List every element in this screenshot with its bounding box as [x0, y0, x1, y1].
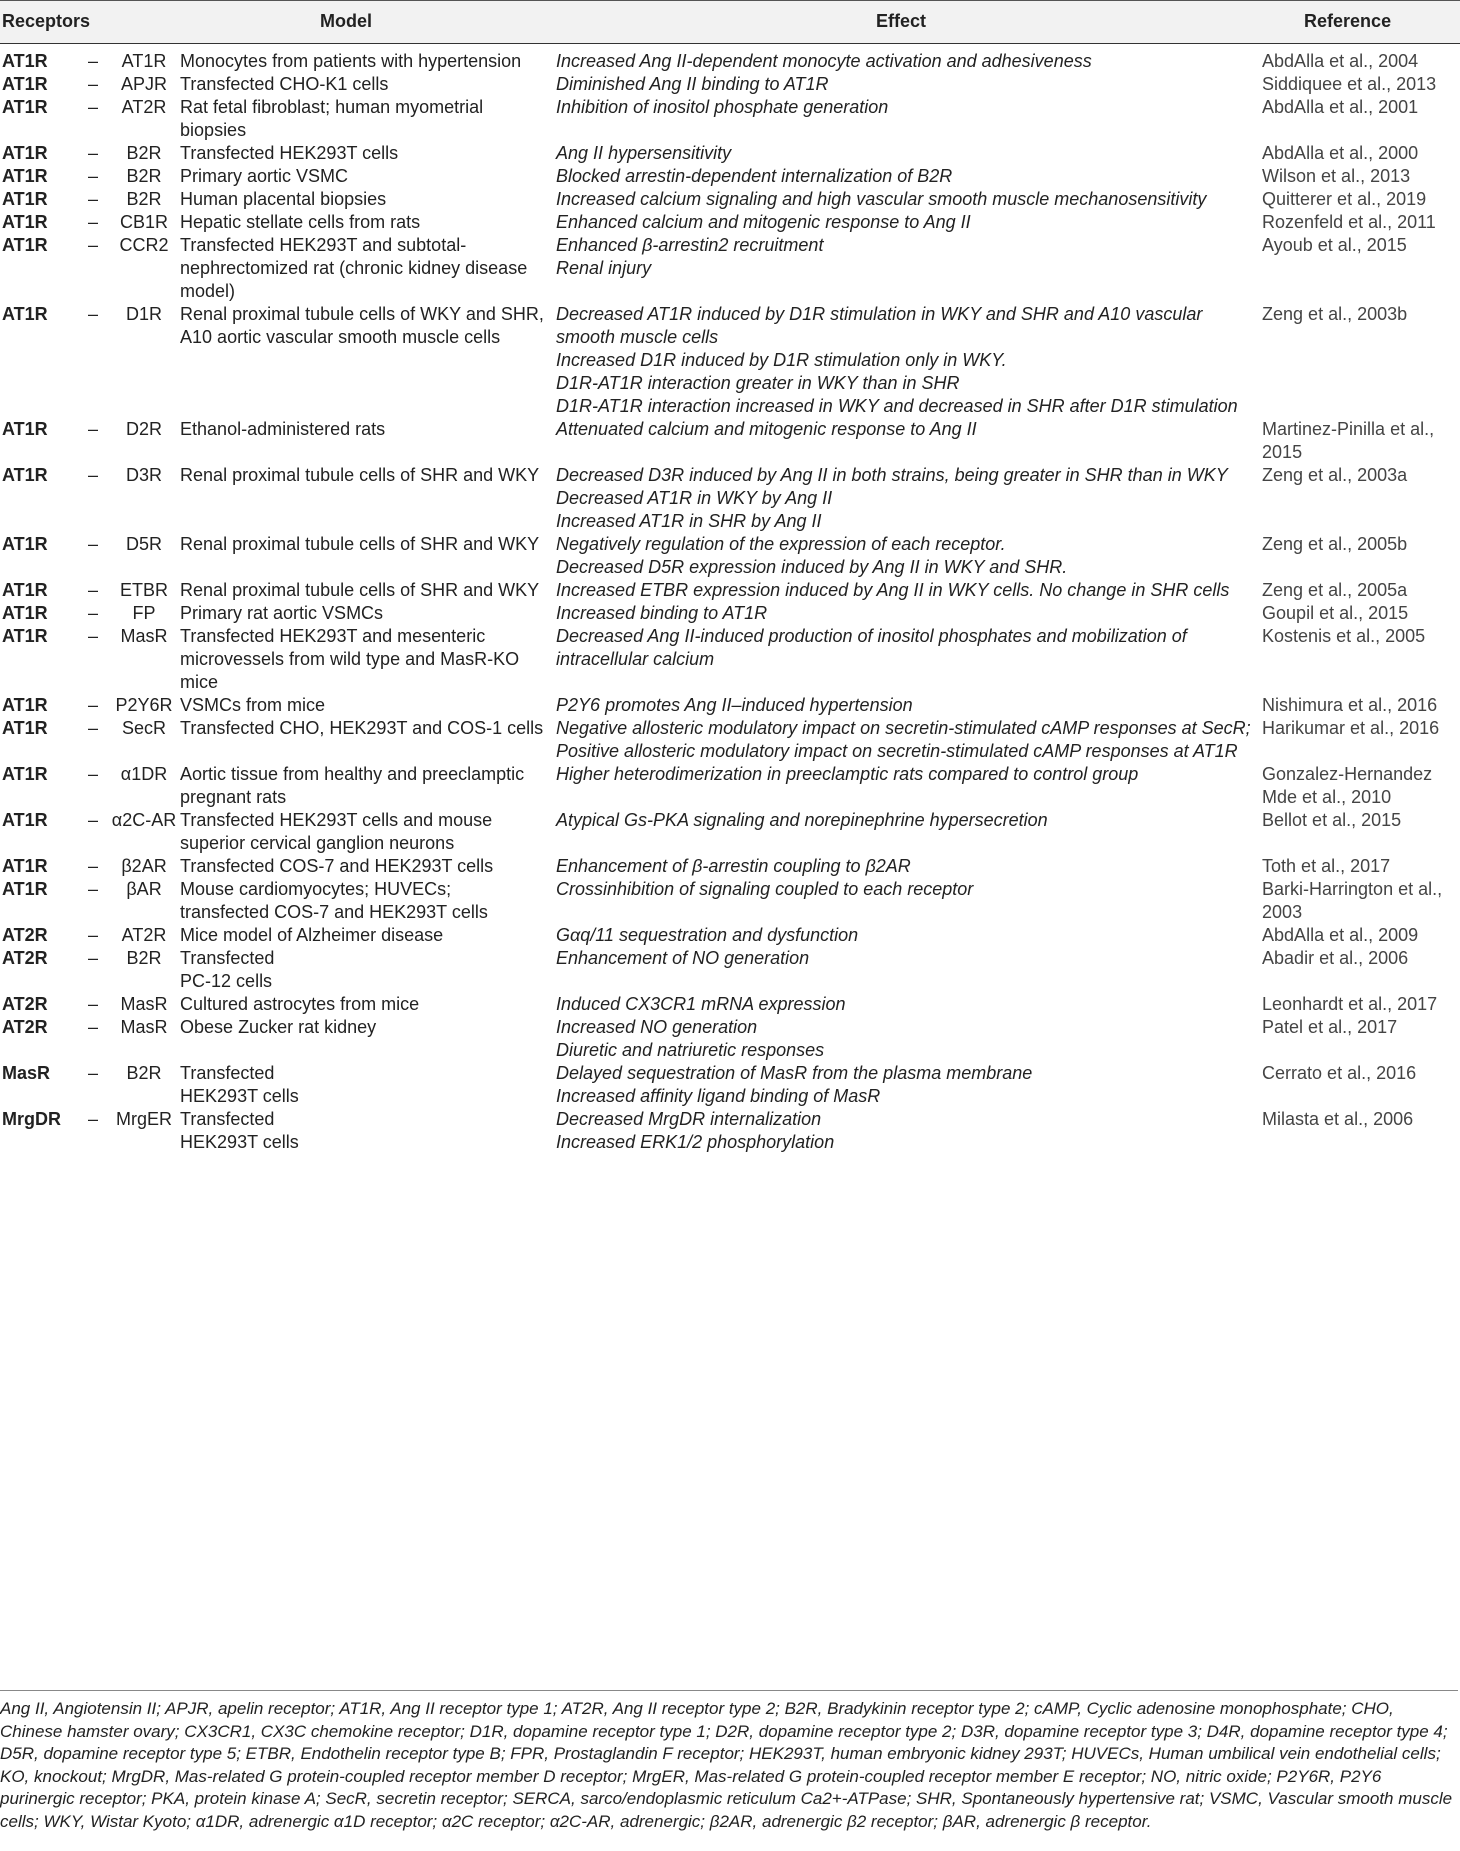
- header-reference: Reference: [1262, 1, 1460, 44]
- model-cell: Transfected COS-7 and HEK293T cells: [180, 856, 494, 876]
- effect-line: Decreased AT1R in WKY by Ang II: [556, 488, 833, 508]
- table-row: [0, 809, 1460, 855]
- receptor-1: AT1R: [2, 143, 48, 163]
- table-row: [0, 211, 1460, 234]
- effect-line: Increased affinity ligand binding of MasR: [556, 1086, 881, 1106]
- receptor-dash: –: [87, 74, 98, 94]
- receptor-2: βAR: [126, 879, 162, 899]
- table-row: [0, 165, 1460, 188]
- table-row: [0, 44, 1460, 74]
- effect-line: Negative allosteric modulatory impact on secretin-stimulated cAMP responses at SecR; Positive allosteric modulatory impact on secretin-stimulated cAMP responses at AT1R: [556, 718, 1251, 761]
- model-cell: Transfected HEK293T and subtotal-nephrectomized rat (chronic kidney disease model): [180, 235, 528, 301]
- effect-line: Renal injury: [556, 258, 652, 278]
- reference-cell: AbdAlla et al., 2004: [1262, 51, 1419, 71]
- model-cell: Transfected HEK293T and mesenteric microvessels from wild type and MasR-KO mice: [180, 626, 520, 692]
- receptor-2: α2C-AR: [111, 810, 177, 830]
- receptor-2: MasR: [120, 994, 168, 1014]
- effect-cell: [556, 142, 1262, 165]
- effect-line: Increased NO generation: [556, 1017, 758, 1037]
- reference-cell: AbdAlla et al., 2000: [1262, 143, 1419, 163]
- receptor-1: AT1R: [2, 97, 48, 117]
- effect-cell: [556, 855, 1262, 878]
- receptor-1: AT1R: [2, 810, 48, 830]
- effect-line: Enhanced calcium and mitogenic response to Ang II: [556, 212, 971, 232]
- table-row: [0, 878, 1460, 924]
- effect-line: Increased AT1R in SHR by Ang II: [556, 511, 822, 531]
- reference-cell: AbdAlla et al., 2001: [1262, 97, 1419, 117]
- model-cell: Obese Zucker rat kidney: [180, 1017, 377, 1037]
- model-cell: Primary aortic VSMC: [180, 166, 349, 186]
- effect-line: Decreased D3R induced by Ang II in both strains, being greater in SHR than in WKY: [556, 465, 1228, 485]
- effect-cell: [556, 717, 1262, 763]
- table-row: [0, 96, 1460, 142]
- header-effect: Effect: [556, 1, 1262, 44]
- effect-line: Attenuated calcium and mitogenic response to Ang II: [556, 419, 977, 439]
- table-row: [0, 763, 1460, 809]
- effect-cell: [556, 188, 1262, 211]
- receptor-2: SecR: [122, 718, 167, 738]
- receptor-dash: –: [87, 1109, 98, 1129]
- effect-line: Increased Ang II-dependent monocyte activation and adhesiveness: [556, 51, 1092, 71]
- reference-cell: Toth et al., 2017: [1262, 856, 1391, 876]
- model-cell: Renal proximal tubule cells of SHR and WKY: [180, 580, 540, 600]
- effect-line: Crossinhibition of signaling coupled to each receptor: [556, 879, 974, 899]
- receptor-dash: –: [87, 1017, 98, 1037]
- effect-line: D1R-AT1R interaction increased in WKY and decreased in SHR after D1R stimulation: [556, 396, 1238, 416]
- effect-line: D1R-AT1R interaction greater in WKY than in SHR: [556, 373, 960, 393]
- receptor-dash: –: [87, 97, 98, 117]
- model-cell: Human placental biopsies: [180, 189, 387, 209]
- effect-line: Delayed sequestration of MasR from the plasma membrane: [556, 1063, 1033, 1083]
- receptor-dash: –: [87, 212, 98, 232]
- effect-line: Diminished Ang II binding to AT1R: [556, 74, 829, 94]
- receptor-dash: –: [87, 189, 98, 209]
- effect-cell: [556, 993, 1262, 1016]
- effect-line: Diuretic and natriuretic responses: [556, 1040, 825, 1060]
- table-row: [0, 924, 1460, 947]
- receptor-1: AT1R: [2, 879, 48, 899]
- table-row: [0, 694, 1460, 717]
- reference-cell: Barki-Harrington et al., 2003: [1262, 879, 1443, 922]
- receptor-1: AT1R: [2, 764, 48, 784]
- receptor-2: P2Y6R: [115, 695, 173, 715]
- effect-cell: [556, 44, 1262, 74]
- receptor-dash: –: [87, 948, 98, 968]
- table-row: [0, 602, 1460, 625]
- receptor-2: CB1R: [120, 212, 169, 232]
- effect-cell: [556, 464, 1262, 533]
- effect-line: Decreased D5R expression induced by Ang II in WKY and SHR.: [556, 557, 1068, 577]
- receptor-dash: –: [87, 143, 98, 163]
- table-row: [0, 579, 1460, 602]
- reference-cell: Nishimura et al., 2016: [1262, 695, 1438, 715]
- receptor-2: D5R: [126, 534, 163, 554]
- model-cell: Transfected HEK293T cells and mouse superior cervical ganglion neurons: [180, 810, 493, 853]
- receptor-dash: –: [87, 580, 98, 600]
- receptor-2: D1R: [126, 304, 163, 324]
- receptor-dash: –: [87, 465, 98, 485]
- receptor-2: β2AR: [121, 856, 167, 876]
- effect-cell: [556, 878, 1262, 924]
- effect-line: Increased calcium signaling and high vascular smooth muscle mechanosensitivity: [556, 189, 1207, 209]
- effect-line: Inhibition of inositol phosphate generation: [556, 97, 889, 117]
- receptor-dash: –: [87, 51, 98, 71]
- effect-cell: [556, 763, 1262, 809]
- effect-cell: [556, 602, 1262, 625]
- model-cell: Renal proximal tubule cells of SHR and WKY: [180, 534, 540, 554]
- receptor-2: α1DR: [120, 764, 168, 784]
- table-row: [0, 464, 1460, 533]
- effect-line: Enhancement of NO generation: [556, 948, 810, 968]
- reference-cell: Zeng et al., 2005a: [1262, 580, 1408, 600]
- receptor-1: AT2R: [2, 925, 48, 945]
- table-row: [0, 418, 1460, 464]
- receptor-1: AT1R: [2, 695, 48, 715]
- receptor-1: AT1R: [2, 626, 48, 646]
- reference-cell: Cerrato et al., 2016: [1262, 1063, 1417, 1083]
- table-row: [0, 993, 1460, 1016]
- receptor-1: AT1R: [2, 304, 48, 324]
- effect-cell: [556, 924, 1262, 947]
- reference-cell: Siddiquee et al., 2013: [1262, 74, 1437, 94]
- table-row: [0, 188, 1460, 211]
- table-header-row: [0, 1, 1460, 44]
- receptor-dash: –: [87, 856, 98, 876]
- receptor-dash: –: [87, 534, 98, 554]
- receptor-1: AT1R: [2, 74, 48, 94]
- receptor-2: AT2R: [121, 925, 167, 945]
- table-row: [0, 142, 1460, 165]
- receptor-1: AT1R: [2, 235, 48, 255]
- receptor-1: AT1R: [2, 189, 48, 209]
- receptor-2: FP: [132, 603, 156, 623]
- effect-line: Increased ERK1/2 phosphorylation: [556, 1132, 835, 1152]
- reference-cell: Ayoub et al., 2015: [1262, 235, 1407, 255]
- receptor-2: AT1R: [121, 51, 167, 71]
- model-cell: Mouse cardiomyocytes; HUVECs; transfected COS-7 and HEK293T cells: [180, 879, 488, 922]
- effect-cell: [556, 1016, 1262, 1062]
- reference-cell: Wilson et al., 2013: [1262, 166, 1411, 186]
- table-row: [0, 855, 1460, 878]
- effect-line: Increased binding to AT1R: [556, 603, 768, 623]
- receptor-2: D2R: [126, 419, 163, 439]
- receptor-1: MasR: [2, 1063, 51, 1083]
- effect-cell: [556, 1108, 1262, 1154]
- reference-cell: Martinez-Pinilla et al., 2015: [1262, 419, 1435, 462]
- effect-line: Decreased Ang II-induced production of inositol phosphates and mobilization of intracellular calcium: [556, 626, 1187, 669]
- effect-cell: [556, 73, 1262, 96]
- table-row: [0, 717, 1460, 763]
- receptor-1: AT1R: [2, 580, 48, 600]
- model-cell: Transfected PC-12 cells: [180, 948, 275, 991]
- receptor-1: AT1R: [2, 718, 48, 738]
- receptor-1: AT1R: [2, 166, 48, 186]
- effect-cell: [556, 1062, 1262, 1108]
- effect-line: Ang II hypersensitivity: [556, 143, 732, 163]
- model-cell: Mice model of Alzheimer disease: [180, 925, 444, 945]
- effect-cell: [556, 418, 1262, 464]
- receptor-1: AT2R: [2, 994, 48, 1014]
- reference-cell: Harikumar et al., 2016: [1262, 718, 1440, 738]
- model-cell: Primary rat aortic VSMCs: [180, 603, 384, 623]
- receptor-1: AT1R: [2, 603, 48, 623]
- receptor-dash: –: [87, 419, 98, 439]
- effect-cell: [556, 694, 1262, 717]
- receptor-dash: –: [87, 764, 98, 784]
- table-row: [0, 303, 1460, 418]
- receptor-1: AT2R: [2, 1017, 48, 1037]
- reference-cell: Milasta et al., 2006: [1262, 1109, 1414, 1129]
- receptor-2: CCR2: [119, 235, 169, 255]
- receptor-1: AT1R: [2, 856, 48, 876]
- model-cell: Ethanol-administered rats: [180, 419, 386, 439]
- effect-cell: [556, 165, 1262, 188]
- reference-cell: Patel et al., 2017: [1262, 1017, 1398, 1037]
- model-cell: VSMCs from mice: [180, 695, 326, 715]
- effect-line: Increased ETBR expression induced by Ang II in WKY cells. No change in SHR cells: [556, 580, 1230, 600]
- reference-cell: Abadir et al., 2006: [1262, 948, 1409, 968]
- header-model: Model: [180, 1, 556, 44]
- receptor-dash: –: [87, 810, 98, 830]
- effect-line: Decreased AT1R induced by D1R stimulation in WKY and SHR and A10 vascular smooth muscle cells: [556, 304, 1203, 347]
- receptor-2: D3R: [126, 465, 163, 485]
- receptor-2: MrgER: [116, 1109, 173, 1129]
- receptor-1: AT1R: [2, 534, 48, 554]
- model-cell: Aortic tissue from healthy and preeclamptic pregnant rats: [180, 764, 525, 807]
- receptor-2: MasR: [120, 626, 168, 646]
- table-row: [0, 73, 1460, 96]
- receptor-2: B2R: [126, 143, 162, 163]
- effect-cell: [556, 96, 1262, 142]
- receptor-2: APJR: [121, 74, 168, 94]
- receptor-2: AT2R: [121, 97, 167, 117]
- effect-line: Enhancement of β-arrestin coupling to β2AR: [556, 856, 911, 876]
- table-row: [0, 625, 1460, 694]
- effect-line: Negatively regulation of the expression of each receptor.: [556, 534, 1006, 554]
- reference-cell: Zeng et al., 2003a: [1262, 465, 1408, 485]
- reference-cell: Zeng et al., 2005b: [1262, 534, 1408, 554]
- reference-cell: Bellot et al., 2015: [1262, 810, 1402, 830]
- model-cell: Transfected CHO-K1 cells: [180, 74, 389, 94]
- effect-line: P2Y6 promotes Ang II–induced hypertension: [556, 695, 913, 715]
- receptor-dash: –: [87, 925, 98, 945]
- receptor-dash: –: [87, 1063, 98, 1083]
- effect-line: Higher heterodimerization in preeclamptic rats compared to control group: [556, 764, 1139, 784]
- model-cell: Transfected CHO, HEK293T and COS-1 cells: [180, 718, 544, 738]
- effect-cell: [556, 211, 1262, 234]
- effect-line: Induced CX3CR1 mRNA expression: [556, 994, 846, 1014]
- effect-cell: [556, 625, 1262, 694]
- table-body: [0, 44, 1460, 1155]
- receptor-2: B2R: [126, 1063, 162, 1083]
- reference-cell: Leonhardt et al., 2017: [1262, 994, 1438, 1014]
- receptor-2: ETBR: [120, 580, 169, 600]
- receptor-dash: –: [87, 235, 98, 255]
- effect-line: Decreased MrgDR internalization: [556, 1109, 822, 1129]
- receptor-dash: –: [87, 626, 98, 646]
- model-cell: Cultured astrocytes from mice: [180, 994, 420, 1014]
- table-row: [0, 1108, 1460, 1154]
- receptor-dash: –: [87, 695, 98, 715]
- table-row: [0, 533, 1460, 579]
- effect-line: Blocked arrestin-dependent internalization of B2R: [556, 166, 953, 186]
- effect-cell: [556, 234, 1262, 303]
- receptor-1: MrgDR: [2, 1109, 61, 1129]
- model-cell: Transfected HEK293T cells: [180, 1109, 299, 1152]
- receptor-2: B2R: [126, 189, 162, 209]
- reference-cell: Zeng et al., 2003b: [1262, 304, 1408, 324]
- receptor-dash: –: [87, 304, 98, 324]
- receptor-2: B2R: [126, 948, 162, 968]
- effect-line: Increased D1R induced by D1R stimulation only in WKY.: [556, 350, 1007, 370]
- reference-cell: Rozenfeld et al., 2011: [1262, 212, 1436, 232]
- model-cell: Renal proximal tubule cells of WKY and SHR, A10 aortic vascular smooth muscle cells: [180, 304, 544, 347]
- table-row: [0, 234, 1460, 303]
- reference-cell: Goupil et al., 2015: [1262, 603, 1409, 623]
- table-row: [0, 1062, 1460, 1108]
- model-cell: Renal proximal tubule cells of SHR and WKY: [180, 465, 540, 485]
- effect-line: Enhanced β-arrestin2 recruitment: [556, 235, 824, 255]
- header-receptors: Receptors: [0, 1, 180, 44]
- receptor-1: AT1R: [2, 419, 48, 439]
- receptor-1: AT1R: [2, 51, 48, 71]
- table-row: [0, 1016, 1460, 1062]
- reference-cell: AbdAlla et al., 2009: [1262, 925, 1419, 945]
- receptor-1: AT1R: [2, 212, 48, 232]
- reference-cell: Kostenis et al., 2005: [1262, 626, 1426, 646]
- receptor-1: AT2R: [2, 948, 48, 968]
- reference-cell: Gonzalez-Hernandez Mde et al., 2010: [1262, 764, 1433, 807]
- model-cell: Transfected HEK293T cells: [180, 143, 399, 163]
- receptor-dash: –: [87, 166, 98, 186]
- effect-line: Gαq/11 sequestration and dysfunction: [556, 925, 859, 945]
- model-cell: Transfected HEK293T cells: [180, 1063, 299, 1106]
- model-cell: Rat fetal fibroblast; human myometrial biopsies: [180, 97, 484, 140]
- model-cell: Monocytes from patients with hypertension: [180, 51, 522, 71]
- receptor-2: MasR: [120, 1017, 168, 1037]
- reference-cell: Quitterer et al., 2019: [1262, 189, 1427, 209]
- receptor-dash: –: [87, 718, 98, 738]
- effect-line: Atypical Gs-PKA signaling and norepinephrine hypersecretion: [556, 810, 1048, 830]
- receptor-dash: –: [87, 994, 98, 1014]
- effect-cell: [556, 809, 1262, 855]
- receptor-1: AT1R: [2, 465, 48, 485]
- effect-cell: [556, 579, 1262, 602]
- receptor-dash: –: [87, 879, 98, 899]
- receptor-2: B2R: [126, 166, 162, 186]
- model-cell: Hepatic stellate cells from rats: [180, 212, 421, 232]
- table-row: [0, 947, 1460, 993]
- receptor-dash: –: [87, 603, 98, 623]
- table-footnote: Ang II, Angiotensin II; APJR, apelin receptor; AT1R, Ang II receptor type 1; AT2R, Ang II receptor type 2; B2R, Bradykinin receptor type 2; cAMP, Cyclic adenosine monophosphate; CHO, Chinese hamster ovary; CX3CR1, CX3C chemokine receptor; D1R, dopamine receptor type 1; D2R, dopamine receptor type 2; D3R, dopamine receptor type 3; D4R, dopamine receptor type 4; D5R, dopamine receptor type 5; ETBR, Endothelin receptor type B; FPR, Prostaglandin F receptor; HEK293T, human embryonic kidney 293T; HUVECs, Human umbilical vein endothelial cells; KO, knockout; MrgDR, Mas-related G protein-coupled receptor member D receptor; MrgER, Mas-related G protein-coupled receptor member E receptor; NO, nitric oxide; P2Y6R, P2Y6 purinergic receptor; PKA, protein kinase A; SecR, secretin receptor; SERCA, sarco/endoplasmic reticulum Ca2+-ATPase; SHR, Spontaneously hypertensive rat; VSMC, Vascular smooth muscle cells; WKY, Wistar Kyoto; α1DR, adrenergic α1D receptor; α2C receptor; α2C-AR, adrenergic; β2AR, adrenergic β2 receptor; βAR, adrenergic β receptor.: [0, 1690, 1458, 1833]
- effect-cell: [556, 947, 1262, 993]
- effect-cell: [556, 533, 1262, 579]
- effect-cell: [556, 303, 1262, 418]
